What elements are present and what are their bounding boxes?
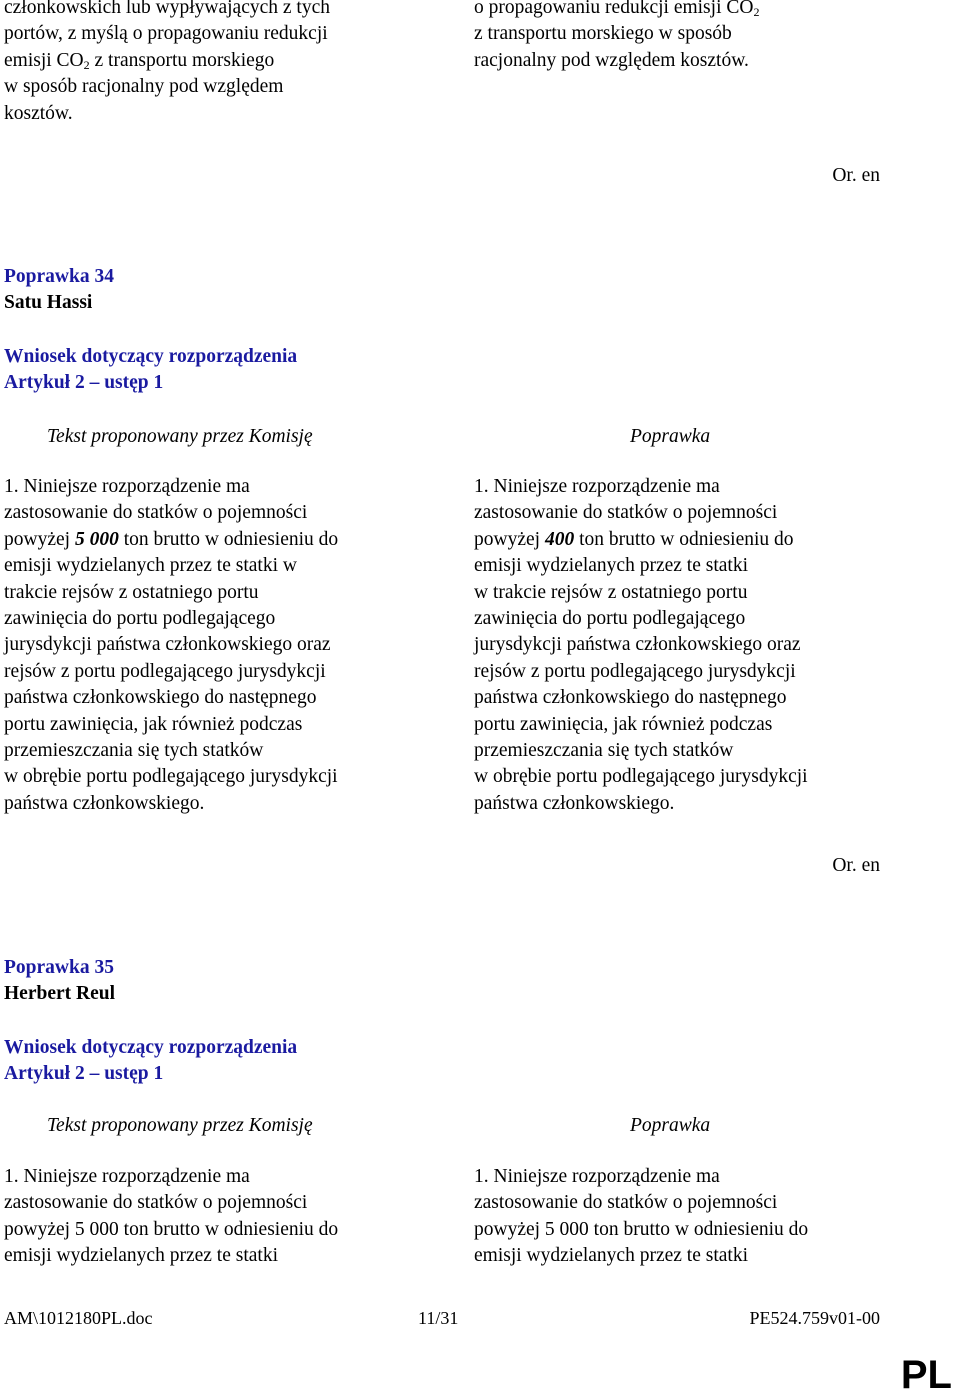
- text-line: kosztów.: [4, 102, 73, 124]
- text-line: w obrębie portu podlegającego jurysdykcji: [474, 766, 808, 788]
- column-header-commission: Tekst proponowany przez Komisję: [47, 1115, 313, 1136]
- amendment-34-commission-text: [4, 474, 424, 817]
- text-line: racjonalny pod względem kosztów.: [474, 49, 749, 71]
- text-line: portu zawinięcia, jak również podczas: [474, 713, 773, 735]
- text-line: powyżej 400 ton brutto w odniesieniu do: [474, 528, 794, 550]
- text-line: jurysdykcji państwa członkowskiego oraz: [474, 634, 801, 656]
- article-reference: Artykuł 2 – ustęp 1: [4, 1063, 164, 1085]
- text-line: emisji wydzielanych przez te statki: [4, 1245, 278, 1267]
- text-line: 1. Niniejsze rozporządzenie ma: [474, 1166, 720, 1187]
- article-reference: Artykuł 2 – ustęp 1: [4, 372, 164, 394]
- text-line: zastosowanie do statków o pojemności: [474, 1192, 778, 1214]
- text-line: w sposób racjonalny pod względem: [4, 76, 284, 98]
- top-right-continuation: [474, 0, 934, 74]
- amendment-author: Satu Hassi: [4, 292, 93, 314]
- language-mark: PL: [900, 1353, 952, 1397]
- text-line: 1. Niniejsze rozporządzenie ma: [474, 476, 720, 497]
- column-header-commission: Tekst proponowany przez Komisję: [47, 426, 313, 447]
- amendment-34-amended-text: [474, 474, 934, 817]
- proposal-reference: Wniosek dotyczący rozporządzenia: [4, 1037, 298, 1058]
- text-line: rejsów z portu podlegającego jurysdykcji: [474, 660, 796, 682]
- changed-value: 5 000: [74, 528, 119, 550]
- text-line: powyżej 5 000 ton brutto w odniesieniu do: [4, 1218, 339, 1240]
- text-line: państwa członkowskiego do następnego: [4, 687, 317, 709]
- text-line: trakcie rejsów z ostatniego portu: [4, 581, 259, 603]
- text-line: powyżej 5 000 ton brutto w odniesieniu do: [474, 1218, 809, 1240]
- amendment-title: Poprawka 35: [4, 957, 114, 978]
- text-line: zastosowanie do statków o pojemności: [4, 1192, 308, 1214]
- text-line: emisji wydzielanych przez te statki: [474, 555, 748, 577]
- text-line: emisji wydzielanych przez te statki: [474, 1245, 748, 1267]
- text-line: powyżej 5 000 ton brutto w odniesieniu do: [4, 528, 339, 550]
- text-line: członkowskich lub wypływających z tych: [4, 0, 330, 18]
- text-line: zastosowanie do statków o pojemności: [474, 502, 778, 524]
- original-language-label: Or. en: [832, 165, 880, 186]
- text-line: zawinięcia do portu podlegającego: [474, 608, 746, 630]
- text-line: przemieszczania się tych statków: [4, 740, 264, 762]
- text-line: państwa członkowskiego.: [474, 792, 675, 814]
- amendment-35-commission-text: [4, 1164, 424, 1270]
- text-line: jurysdykcji państwa członkowskiego oraz: [4, 634, 331, 656]
- text-line: przemieszczania się tych statków: [474, 740, 734, 762]
- column-header-amendment: Poprawka: [630, 426, 711, 447]
- amendment-35-reference: [4, 1035, 424, 1088]
- text-line: zastosowanie do statków o pojemności: [4, 502, 308, 524]
- changed-value: 400: [544, 528, 575, 550]
- original-language-label: Or. en: [832, 855, 880, 876]
- text-line: z transportu morskiego w sposób: [474, 23, 732, 45]
- amendment-author: Herbert Reul: [4, 983, 116, 1005]
- amendment-35-amended-text: [474, 1164, 934, 1270]
- amendment-35-heading: [4, 955, 424, 1008]
- footer-page-number: 11/31: [418, 1308, 459, 1328]
- amendment-34-reference: [4, 344, 424, 397]
- text-line: rejsów z portu podlegającego jurysdykcji: [4, 660, 326, 682]
- amendment-34-heading: [4, 264, 424, 317]
- column-header-amendment: Poprawka: [630, 1115, 711, 1136]
- proposal-reference: Wniosek dotyczący rozporządzenia: [4, 346, 298, 367]
- text-line: państwa członkowskiego.: [4, 792, 205, 814]
- top-left-continuation: [4, 0, 424, 127]
- text-line: portów, z myślą o propagowaniu redukcji: [4, 23, 328, 45]
- text-line: o propagowaniu redukcji emisji $CO_2$: [474, 0, 760, 19]
- text-line: 1. Niniejsze rozporządzenie ma: [4, 1166, 250, 1187]
- footer-doc-id: AM\1012180PL.doc: [4, 1308, 153, 1328]
- text-line: państwa członkowskiego do następnego: [474, 687, 787, 709]
- amendment-title: Poprawka 34: [4, 266, 114, 287]
- text-line: 1. Niniejsze rozporządzenie ma: [4, 476, 250, 497]
- text-line: w obrębie portu podlegającego jurysdykcji: [4, 766, 338, 788]
- footer-reference: PE524.759v01-00: [749, 1308, 880, 1328]
- text-line: w trakcie rejsów z ostatniego portu: [474, 581, 748, 603]
- text-line: zawinięcia do portu podlegającego: [4, 608, 276, 630]
- text-line: emisji $CO_2$ z transportu morskiego: [4, 49, 275, 72]
- text-line: emisji wydzielanych przez te statki w: [4, 555, 297, 577]
- text-line: portu zawinięcia, jak również podczas: [4, 713, 303, 735]
